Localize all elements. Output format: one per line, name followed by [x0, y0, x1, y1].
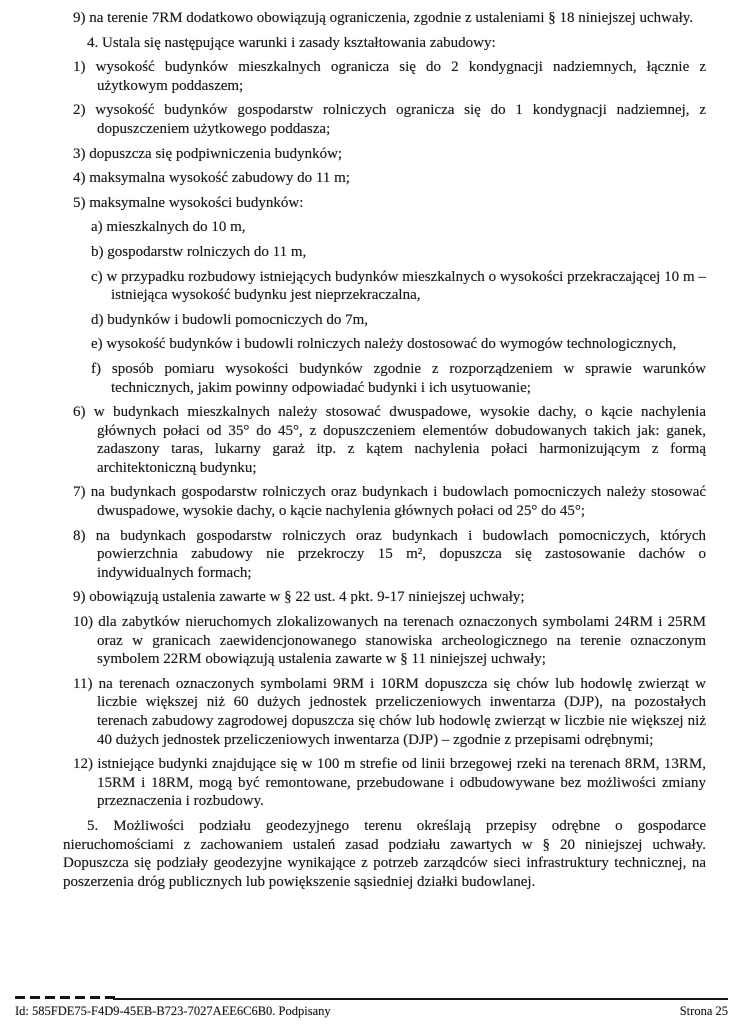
- list-text: na budynkach gospodarstw rolniczych oraz budynkach i budowlach pomocniczych, których powierzchnia zabudowy nie przekroczy 15 m², dopuszcza się zastosowanie dachów o indywidualnych formach;: [95, 527, 707, 581]
- paragraph-ust-5: [63, 817, 706, 891]
- paragraph-text: 5. Możliwości podziału geodezyjnego terenu określają przepisy odrębne o gospodarce nieruchomościami z zachowaniem ustaleń zasad podziału zawartych w § 20 niniejszej uchwały. Dopuszcza się podziały geodezyjne wynikające z potrzeb zarządców sieci infrastruktury technicznej, na poszerzenia dróg publicznych lub powiększenie sąsiedniej działki budowlanej.: [63, 817, 706, 890]
- list-text: obowiązują ustalenia zawarte w § 22 ust. 4 pkt. 9-17 niniejszej uchwały;: [89, 589, 525, 606]
- sub-item-f: [91, 360, 706, 397]
- list-item-10: [73, 613, 706, 669]
- list-text: w budynkach mieszkalnych należy stosować dwuspadowe, wysokie dachy, o kącie nachylenia głównych połaci od 35° do 45°, z dopuszczeniem elementów dobudowanych takich jak: ganek, zadaszony taras, lukarny garaż itp. z kątem nachylenia połaci harmonizującym z formą architektoniczną budynku;: [93, 404, 707, 476]
- list-marker: 11): [73, 675, 93, 692]
- list-text: na terenach oznaczonych symbolami 9RM i 10RM dopuszcza się chów lub hodowlę zwierząt w liczbie większej niż 60 dużych jednostek przeliczeniowych inwentarza (DJP), na pozostałych terenach zabudowy zagrodowej dopuszcza się chów lub hodowlę zwierząt w liczbie nie większej niż 40 dużych jednostek przeliczeniowych inwentarza (DJP) – zgodnie z przepisami odrębnymi;: [97, 675, 706, 748]
- page-footer: [15, 998, 728, 1019]
- list-text: wysokość budynków i budowli rolniczych należy dostosować do wymogów technologicznych,: [106, 336, 677, 353]
- list-marker: b): [91, 243, 104, 260]
- list-marker: 12): [73, 756, 93, 773]
- list-item-6: [73, 403, 706, 477]
- list-text: dla zabytków nieruchomych zlokalizowanych na terenach oznaczonych symbolami 24RM i 25RM oraz w granicach zaewidencjonowanego stanowiska archeologicznego na terenie oznaczonym symbolem 22RM obowiązują ustalenia zawarte w § 11 niniejszej uchwały;: [97, 614, 707, 668]
- list-text: maksymalne wysokości budynków:: [89, 194, 304, 211]
- list-text: dopuszcza się podpiwniczenia budynków;: [89, 145, 343, 162]
- list-marker: 1): [73, 59, 86, 76]
- list-marker: 7): [73, 484, 86, 501]
- sub-item-c: [91, 268, 706, 305]
- list-marker: 9): [73, 589, 86, 606]
- list-item-2: [73, 101, 706, 138]
- list-marker: e): [91, 336, 103, 353]
- footer-dashed-line: [15, 996, 115, 999]
- list-item-11: [73, 675, 706, 749]
- list-marker: 10): [73, 614, 93, 631]
- list-text: w przypadku rozbudowy istniejących budynków mieszkalnych o wysokości przekraczającej 10 m – istniejąca wysokość budynku jest nieprzekraczalna,: [106, 268, 706, 304]
- document-body: [63, 9, 706, 897]
- list-marker: d): [91, 311, 104, 328]
- list-marker: 3): [73, 145, 86, 162]
- paragraph-text: 4. Ustala się następujące warunki i zasady kształtowania zabudowy:: [87, 34, 496, 51]
- list-text: wysokość budynków gospodarstw rolniczych ogranicza się do 1 kondygnacji nadziemnej, z dopuszczeniem użytkowego poddasza;: [95, 102, 706, 137]
- list-item-12: [73, 755, 706, 811]
- list-text: budynków i budowli pomocniczych do 7m,: [107, 311, 369, 328]
- list-item-9: [73, 588, 706, 607]
- sub-item-b: [91, 243, 706, 262]
- list-item-5: [73, 194, 706, 213]
- sub-item-e: [91, 335, 706, 354]
- footer-page-number: Strona 25: [679, 1004, 728, 1018]
- sub-item-a: [91, 218, 706, 237]
- list-marker: 4): [73, 170, 86, 187]
- list-marker: 8): [73, 527, 86, 544]
- list-item-8: [73, 527, 706, 583]
- list-text: mieszkalnych do 10 m,: [106, 219, 246, 236]
- list-text: sposób pomiaru wysokości budynków zgodnie z rozporządzeniem w sprawie warunków technicznych, jakim powinny odpowiadać budynki i ich usytuowanie;: [111, 360, 707, 396]
- list-marker: 2): [73, 102, 86, 119]
- list-text: gospodarstw rolniczych do 11 m,: [107, 243, 307, 260]
- list-item-1: [73, 58, 706, 95]
- list-item-3: [73, 145, 706, 164]
- footer-doc-id: Id: 585FDE75-F4D9-45EB-B723-7027AEE6C6B0. Podpisany: [15, 1004, 331, 1018]
- list-item-7: [73, 483, 706, 520]
- list-marker: c): [91, 268, 103, 285]
- list-text: na terenie 7RM dodatkowo obowiązują ograniczenia, zgodnie z ustaleniami § 18 niniejszej uchwały.: [89, 10, 694, 26]
- list-marker: 5): [73, 194, 86, 211]
- list-text: istniejące budynki znajdujące się w 100 m strefie od linii brzegowej rzeki na terenach 8RM, 13RM, 15RM i 18RM, mogą być remontowane, przebudowane i odbudowywane bez możliwości zmiany przeznaczenia i rozbudowy.: [97, 756, 706, 810]
- list-text: wysokość budynków mieszkalnych ogranicza się do 2 kondygnacji nadziemnych, łącznie z użytkowym poddaszem;: [95, 59, 707, 94]
- list-marker: 9): [73, 10, 86, 26]
- list-item-9-prev: [73, 9, 706, 28]
- paragraph-ust-4: [63, 34, 706, 53]
- sub-item-d: [91, 311, 706, 330]
- list-item-4: [73, 169, 706, 188]
- list-marker: 6): [73, 404, 86, 421]
- list-text: na budynkach gospodarstw rolniczych oraz budynkach i budowlach pomocniczych należy stosować dwuspadowe, wysokie dachy, o kącie nachylenia głównych połaci od 25° do 45°;: [90, 484, 707, 520]
- footer-rule: [113, 998, 728, 1000]
- list-text: maksymalna wysokość zabudowy do 11 m;: [89, 170, 350, 187]
- list-marker: f): [91, 360, 101, 377]
- list-marker: a): [91, 219, 103, 236]
- footer-row: [15, 1004, 728, 1019]
